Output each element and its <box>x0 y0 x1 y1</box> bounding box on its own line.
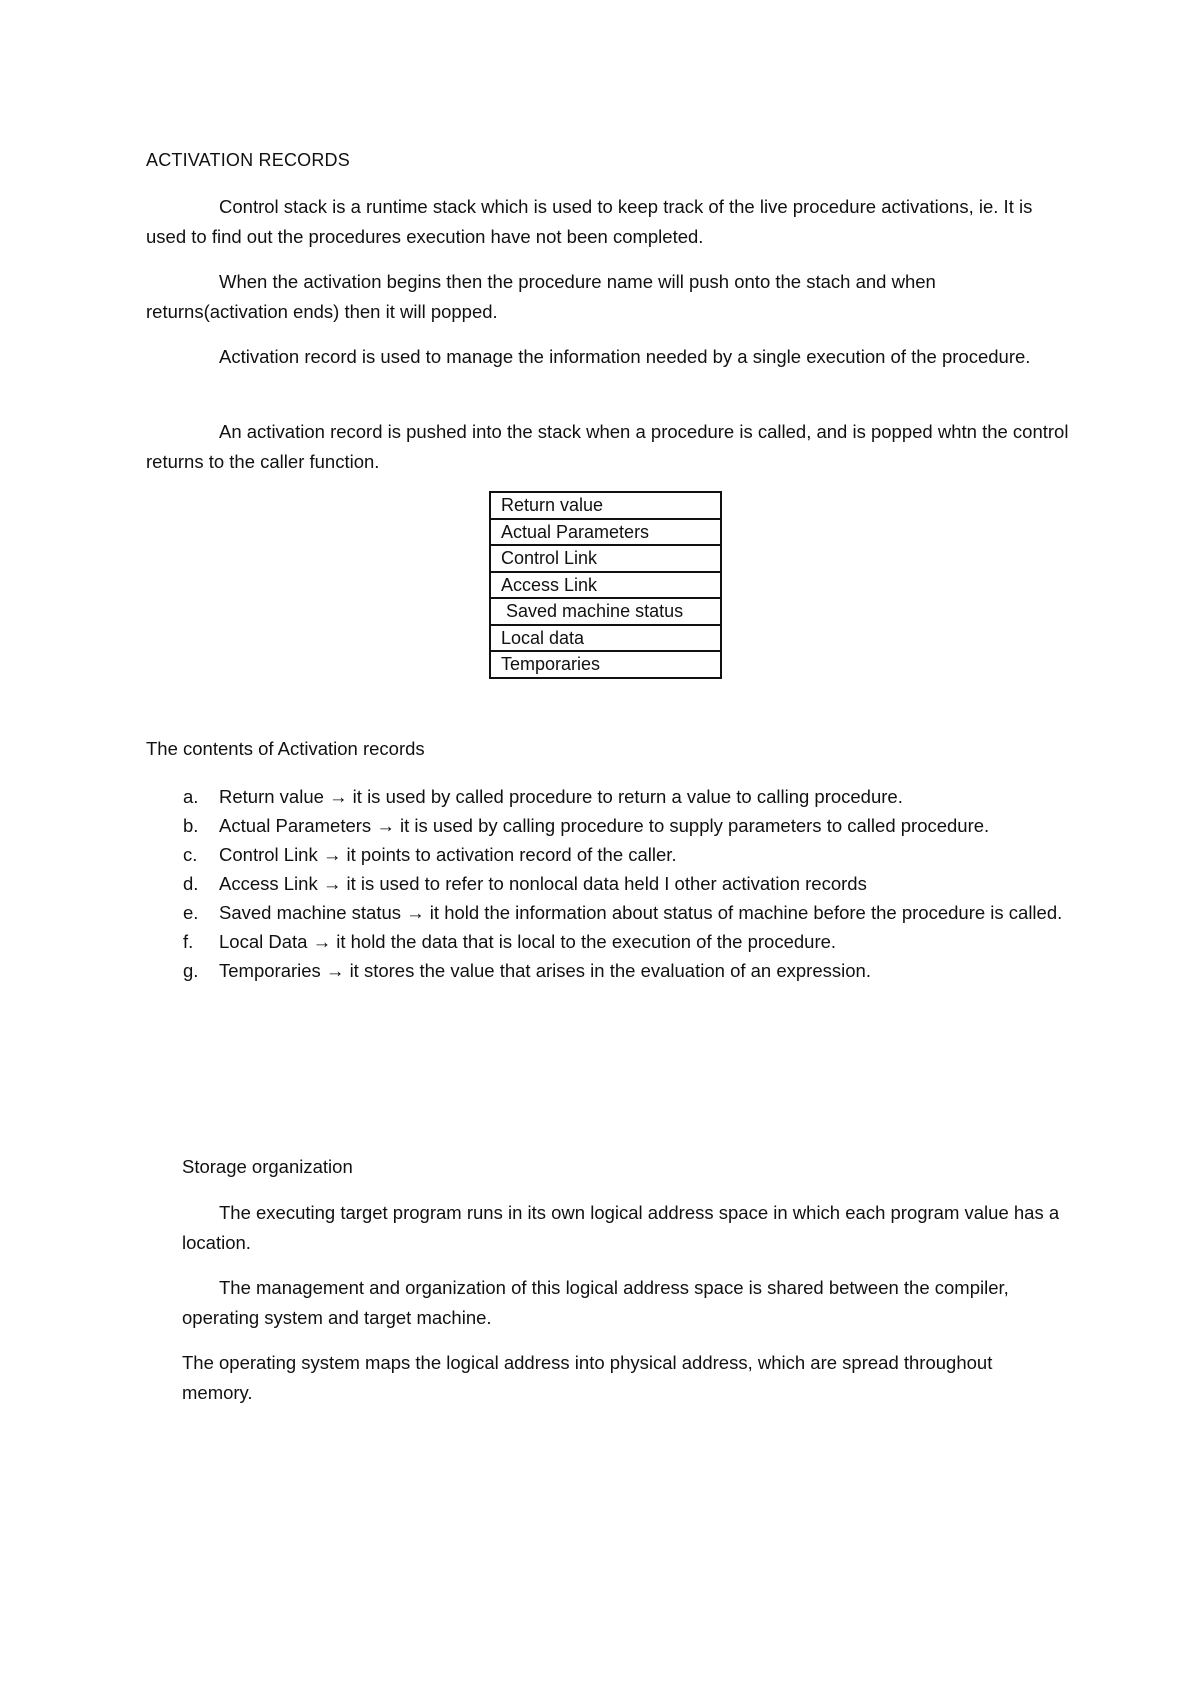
table-cell-return-value: Return value <box>490 492 721 519</box>
list-item <box>146 956 1076 985</box>
paragraph-text: An activation record is pushed into the stack when a procedure is called, and is popped whtn the control returns to the caller function. <box>146 421 1069 472</box>
storage-organization-title: Storage organization <box>182 1156 353 1177</box>
paragraph-text: The operating system maps the logical address into physical address, which are spread throughout memory. <box>182 1352 993 1403</box>
list-marker: g. <box>183 960 199 981</box>
paragraph-management-organization <box>182 1273 1062 1333</box>
section-heading-activation-records: ACTIVATION RECORDS <box>146 150 350 170</box>
table-row <box>490 572 721 599</box>
table-cell-control-link: Control Link <box>490 545 721 572</box>
table-row <box>490 598 721 625</box>
list-item <box>146 927 1076 956</box>
contents-list <box>146 782 1076 985</box>
paragraph-text: The management and organization of this logical address space is shared between the compiler, operating system and target machine. <box>182 1277 1009 1328</box>
list-item-text: Temporaries → it stores the value that arises in the evaluation of an expression. <box>219 960 871 981</box>
activation-record-table <box>489 491 722 679</box>
list-marker: d. <box>183 873 199 894</box>
list-marker: b. <box>183 815 199 836</box>
contents-title: The contents of Activation records <box>146 738 425 759</box>
list-marker: a. <box>183 786 199 807</box>
list-item <box>146 811 1076 840</box>
paragraph-text: Activation record is used to manage the information needed by a single execution of the procedure. <box>219 346 1031 367</box>
table-cell-access-link: Access Link <box>490 572 721 599</box>
paragraph-activation-record-use <box>146 342 1076 372</box>
paragraph-operating-system-maps <box>182 1348 1062 1408</box>
table-row <box>490 545 721 572</box>
list-item-text: Access Link → it is used to refer to nonlocal data held I other activation records <box>219 873 867 894</box>
table-cell-local-data: Local data <box>490 625 721 652</box>
list-item <box>146 782 1076 811</box>
table-row <box>490 625 721 652</box>
list-marker: c. <box>183 844 198 865</box>
list-item <box>146 840 1076 869</box>
table-cell-actual-parameters: Actual Parameters <box>490 519 721 546</box>
paragraph-activation-record-push <box>146 417 1076 477</box>
table-cell-saved-machine-status: Saved machine status <box>490 598 721 625</box>
paragraph-executing-target-program <box>182 1198 1062 1258</box>
list-item-text: Return value → it is used by called procedure to return a value to calling procedure. <box>219 786 903 807</box>
paragraph-activation-begins <box>146 267 1076 327</box>
list-marker: f. <box>183 931 194 952</box>
list-item-text: Actual Parameters → it is used by calling procedure to supply parameters to called procedure. <box>219 815 990 836</box>
paragraph-text: The executing target program runs in its own logical address space in which each program value has a location. <box>182 1202 1060 1253</box>
list-item <box>146 869 1076 898</box>
paragraph-text: When the activation begins then the procedure name will push onto the stach and when returns(activation ends) then it will popped. <box>146 271 936 322</box>
list-item-text: Local Data → it hold the data that is local to the execution of the procedure. <box>219 931 837 952</box>
list-item <box>146 898 1076 927</box>
list-item-text: Saved machine status → it hold the information about status of machine before the procedure is called. <box>219 902 1063 923</box>
table-row <box>490 519 721 546</box>
list-item-text: Control Link → it points to activation record of the caller. <box>219 844 677 865</box>
list-marker: e. <box>183 902 199 923</box>
paragraph-control-stack <box>146 192 1076 252</box>
table-cell-temporaries: Temporaries <box>490 651 721 678</box>
table-row <box>490 492 721 519</box>
paragraph-text: Control stack is a runtime stack which is used to keep track of the live procedure activations, ie. It is used to find out the procedures execution have not been completed. <box>146 196 1033 247</box>
table-row <box>490 651 721 678</box>
